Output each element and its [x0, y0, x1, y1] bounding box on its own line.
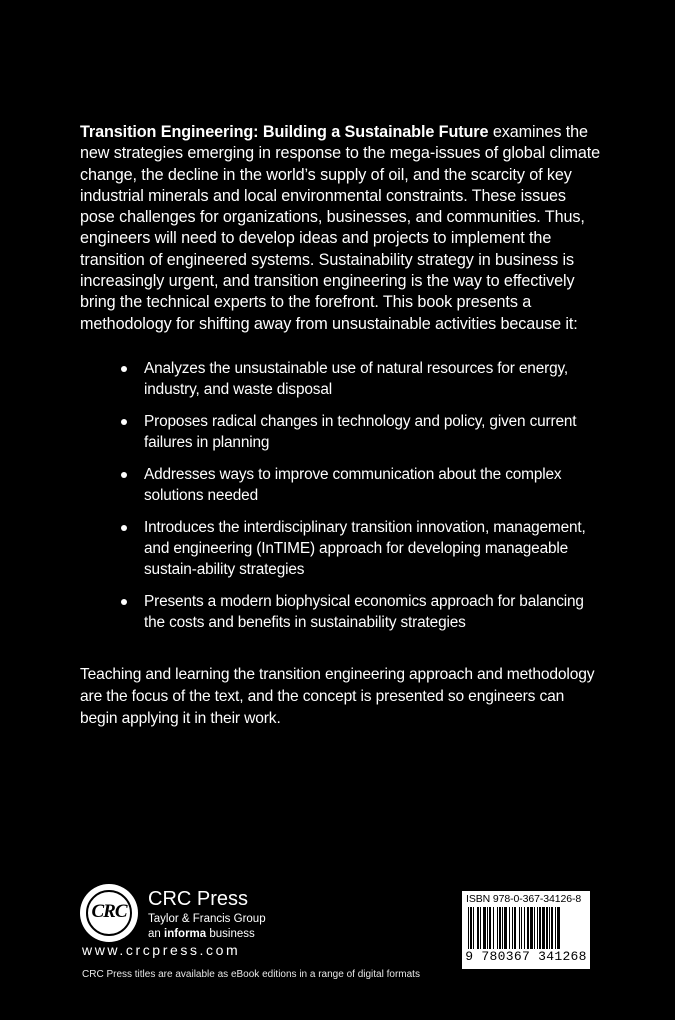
list-item: Addresses ways to improve communication about the complex solutions needed [118, 464, 598, 506]
barcode-stripe [546, 907, 548, 949]
crc-logo [80, 884, 138, 942]
barcode-stripe [483, 907, 486, 949]
barcode-stripe [493, 907, 494, 949]
barcode-stripe [551, 907, 553, 949]
barcode-stripe [557, 907, 560, 949]
list-item: Analyzes the unsustainable use of natural resources for energy, industry, and waste disposal [118, 358, 598, 400]
barcode-stripe [521, 907, 522, 949]
barcode-stripe [514, 907, 516, 949]
bullet-icon [121, 599, 127, 605]
list-item: Introduces the interdisciplinary transition innovation, management, and engineering (InTIME) approach for developing manageable sustain-ability strategies [118, 517, 598, 580]
barcode-stripe [537, 907, 538, 949]
barcode-icon [468, 907, 584, 949]
barcode-stripe [480, 907, 481, 949]
barcode-stripe [504, 907, 507, 949]
feature-list [118, 358, 598, 644]
publisher-block [148, 888, 266, 942]
barcode-stripe [555, 907, 556, 949]
list-item: Presents a modern biophysical economics approach for balancing the costs and benefits in sustainability strategies [118, 591, 598, 633]
description-intro [80, 122, 604, 335]
barcode-stripe [530, 907, 533, 949]
barcode-stripe [477, 907, 479, 949]
barcode-stripe [512, 907, 513, 949]
informa-brand: informa [164, 928, 207, 940]
isbn-barcode [462, 891, 590, 969]
barcode-stripe [527, 907, 529, 949]
barcode-stripe [519, 907, 520, 949]
list-item: Proposes radical changes in technology and policy, given current failures in planning [118, 411, 598, 453]
barcode-stripe [497, 907, 498, 949]
book-title: Transition Engineering: Building a Sustainable Future [80, 123, 489, 141]
bullet-icon [121, 472, 127, 478]
publisher-name: CRC Press [148, 888, 249, 910]
barcode-stripe [502, 907, 503, 949]
barcode-stripe [487, 907, 488, 949]
publisher-business-line: an informa business [148, 928, 255, 940]
barcode-stripe [542, 907, 545, 949]
barcode-digits: 9 780367 341268 [465, 949, 587, 964]
barcode-stripe [468, 907, 469, 949]
barcode-stripe [539, 907, 541, 949]
ebook-note: CRC Press titles are available as eBook editions in a range of digital formats [82, 969, 420, 980]
barcode-stripe [524, 907, 525, 949]
barcode-stripe [509, 907, 510, 949]
closing-paragraph: Teaching and learning the transition engineering approach and methodology are the focus of the text, and the concept is presented so engineers can begin applying it in their work. [80, 666, 595, 727]
bullet-icon [121, 419, 127, 425]
barcode-stripe [489, 907, 491, 949]
barcode-stripe [534, 907, 535, 949]
barcode-stripe [499, 907, 501, 949]
publisher-group: Taylor & Francis Group [148, 913, 266, 925]
logo-text: CRC [91, 901, 127, 922]
intro-text: examines the new strategies emerging in response to the mega-issues of global climate change, the decline in the world’s supply of oil, and the scarcity of key industrial minerals and local environmental constraints. These issues pose challenges for organizations, businesses, and communities. Thus, engineers will need to develop ideas and projects to implement the transition of engineered systems. Sustainability strategy in business is increasingly urgent, and transition engineering is the way to effectively bring the technical experts to the forefront. This book presents a methodology for shifting away from unsustainable activities because it: [80, 123, 601, 333]
barcode-stripe [549, 907, 550, 949]
barcode-stripe [473, 907, 474, 949]
isbn-label: ISBN 978-0-367-34126-8 [466, 893, 582, 905]
barcode-stripe [470, 907, 472, 949]
bullet-icon [121, 366, 127, 372]
bullet-icon [121, 525, 127, 531]
publisher-website[interactable]: www.crcpress.com [82, 942, 241, 958]
